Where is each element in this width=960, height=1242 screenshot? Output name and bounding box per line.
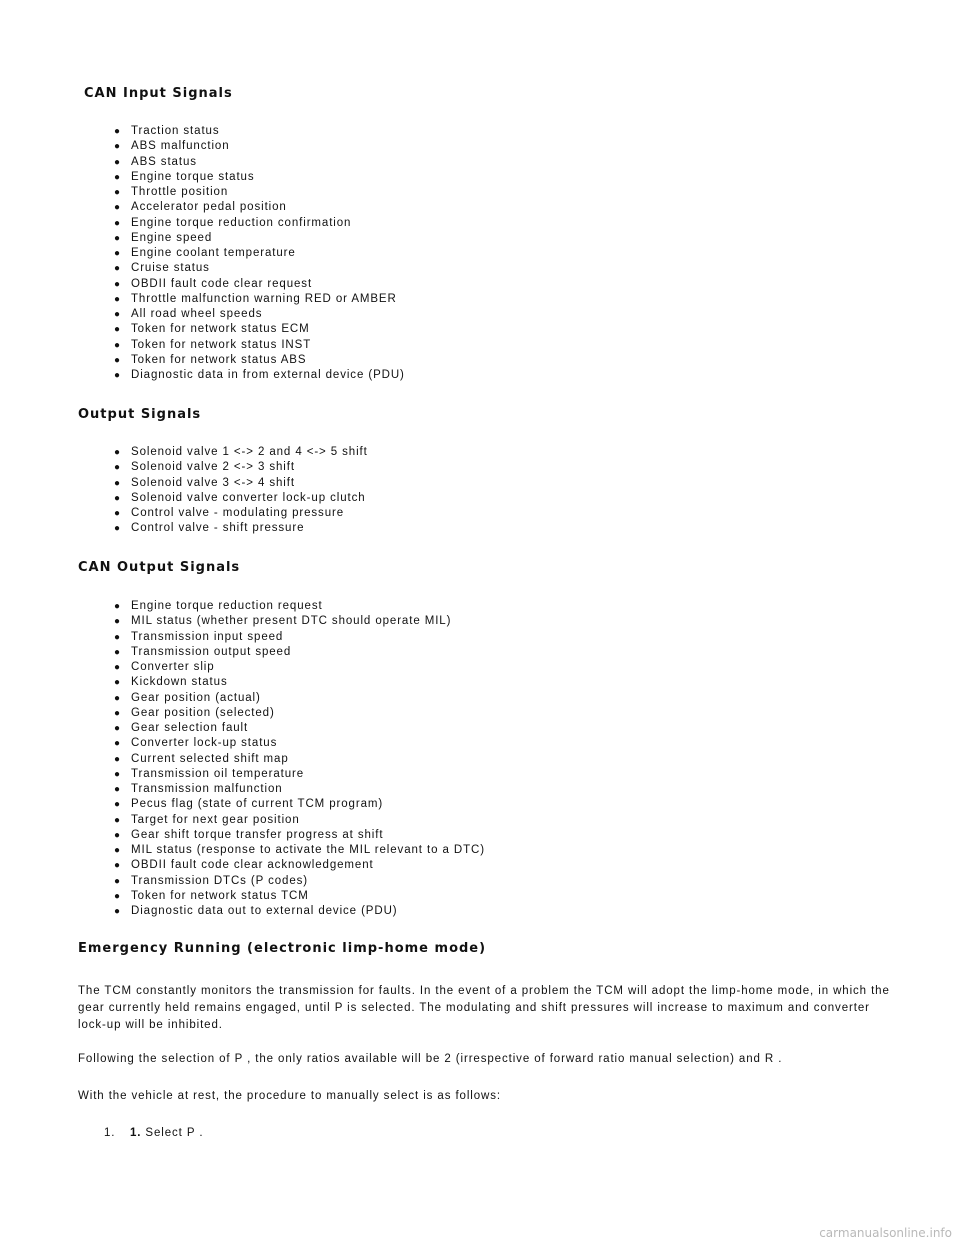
list-item-text: Token for network status ABS — [131, 353, 307, 366]
list-item-text: Transmission DTCs (P codes) — [131, 874, 309, 887]
list-item-text: Throttle position — [131, 186, 229, 198]
bullet-icon: ● — [114, 370, 121, 381]
bullet-icon: ● — [114, 339, 121, 351]
list-item — [102, 767, 485, 782]
list-item — [102, 614, 485, 629]
paragraph-ratios: Following the selection of P , the only ratios available will be 2 (irrespective of forward ratio manual selection) and R . — [78, 1053, 783, 1065]
list-item — [102, 797, 485, 812]
bullet-icon: ● — [114, 263, 121, 275]
list-item — [102, 706, 485, 721]
heading-can-input: CAN Input Signals — [84, 86, 233, 101]
list-item — [102, 858, 485, 873]
heading-can-output: CAN Output Signals — [78, 560, 241, 575]
bullet-icon: ● — [114, 662, 121, 673]
list-item — [102, 124, 405, 139]
list-item-text: Traction status — [131, 125, 220, 137]
list-item-text: Diagnostic data in from external device (PDU) — [131, 369, 405, 381]
list-item — [102, 445, 368, 460]
list-item — [102, 460, 368, 475]
list-item — [102, 521, 368, 536]
list-item-text: Control valve - modulating pressure — [131, 507, 345, 519]
list-item-text: Accelerator pedal position — [131, 201, 287, 214]
list-item-text: Converter lock-up status — [131, 737, 278, 750]
bullet-icon: ● — [114, 354, 121, 366]
list-item — [102, 889, 485, 904]
bullet-icon: ● — [114, 601, 121, 612]
bullet-icon: ● — [114, 508, 121, 519]
list-item-text: Gear shift torque transfer progress at shift — [131, 828, 384, 841]
bullet-icon: ● — [114, 845, 121, 856]
list-item — [102, 246, 405, 261]
list-item — [102, 261, 405, 276]
list-item-text: Solenoid valve 2 <-> 3 shift — [131, 461, 295, 474]
list-item-text: Engine torque reduction confirmation — [131, 216, 352, 229]
list-item — [102, 200, 405, 215]
list-item — [102, 185, 405, 200]
list-item-text: Token for network status TCM — [131, 889, 309, 902]
list-item — [102, 721, 485, 736]
list-item — [102, 904, 485, 919]
bullet-icon: ● — [114, 616, 121, 628]
list-item-text: Transmission input speed — [131, 630, 284, 643]
step-item — [104, 1127, 203, 1139]
list-item — [102, 353, 405, 368]
bullet-icon: ● — [114, 293, 121, 305]
list-item-text: MIL status (response to activate the MIL relevant to a DTC) — [131, 844, 485, 856]
list-item-text: Transmission output speed — [131, 645, 292, 658]
list-item — [102, 599, 485, 614]
output-list — [102, 445, 368, 537]
list-item-text: Transmission oil temperature — [131, 767, 305, 780]
list-item — [102, 322, 405, 337]
bullet-icon: ● — [114, 462, 121, 474]
bullet-icon: ● — [114, 232, 121, 244]
list-item-text: Engine speed — [131, 231, 213, 244]
bullet-icon: ● — [114, 829, 121, 841]
list-item — [102, 506, 368, 521]
list-item — [102, 645, 485, 660]
heading-emergency: Emergency Running (electronic limp-home mode) — [78, 941, 487, 956]
list-item-text: MIL status (whether present DTC should operate MIL) — [131, 615, 452, 628]
bullet-icon: ● — [114, 875, 121, 887]
list-item-text: OBDII fault code clear request — [131, 277, 313, 290]
list-item — [102, 813, 485, 828]
list-item — [102, 476, 368, 491]
list-item — [102, 307, 405, 322]
list-item-text: Current selected shift map — [131, 752, 289, 765]
bullet-icon: ● — [114, 523, 121, 535]
list-item — [102, 170, 405, 185]
list-item-text: Control valve - shift pressure — [131, 522, 305, 535]
bullet-icon: ● — [114, 187, 121, 198]
bullet-icon: ● — [114, 677, 121, 689]
bullet-icon: ● — [114, 738, 121, 750]
bullet-icon: ● — [114, 768, 121, 780]
bullet-icon: ● — [114, 646, 121, 658]
list-item-text: Engine torque status — [131, 170, 255, 183]
bullet-icon: ● — [114, 477, 121, 489]
watermark[interactable]: carmanualsonline.info — [819, 1226, 952, 1240]
list-item — [102, 368, 405, 383]
bullet-icon: ● — [114, 447, 121, 458]
list-item-text: Solenoid valve 3 <-> 4 shift — [131, 476, 295, 489]
bullet-icon: ● — [114, 156, 121, 168]
list-item — [102, 292, 405, 307]
list-item-text: Diagnostic data out to external device (PDU) — [131, 905, 398, 917]
bullet-icon: ● — [114, 631, 121, 643]
bullet-icon: ● — [114, 799, 121, 811]
list-item-text: Gear position (actual) — [131, 691, 261, 704]
paragraph-procedure: With the vehicle at rest, the procedure to manually select is as follows: — [78, 1090, 502, 1102]
list-item-text: Gear selection fault — [131, 722, 249, 734]
bullet-icon: ● — [114, 309, 121, 320]
bullet-icon: ● — [114, 723, 121, 734]
list-item — [102, 338, 405, 353]
bullet-icon: ● — [114, 324, 121, 336]
list-item — [102, 736, 485, 751]
step-bold-number: 1. — [130, 1127, 142, 1139]
bullet-icon: ● — [114, 753, 121, 765]
bullet-icon: ● — [114, 707, 121, 719]
list-item-text: Engine torque reduction request — [131, 600, 323, 612]
list-item-text: ABS status — [131, 155, 197, 168]
list-item-text: Converter slip — [131, 661, 215, 673]
bullet-icon: ● — [114, 890, 121, 902]
list-item — [102, 782, 485, 797]
list-item — [102, 675, 485, 690]
list-item — [102, 828, 485, 843]
bullet-icon: ● — [114, 278, 121, 290]
bullet-icon: ● — [114, 202, 121, 214]
bullet-icon: ● — [114, 692, 121, 704]
step-text: Select P . — [145, 1127, 204, 1139]
list-item — [102, 691, 485, 706]
bullet-icon: ● — [114, 217, 121, 229]
bullet-icon: ● — [114, 171, 121, 183]
list-item-text: Engine coolant temperature — [131, 247, 296, 259]
list-item — [102, 277, 405, 292]
bullet-icon: ● — [114, 784, 121, 795]
list-item — [102, 752, 485, 767]
list-item — [102, 874, 485, 889]
list-item-text: Solenoid valve 1 <-> 2 and 4 <-> 5 shift — [131, 446, 368, 458]
bullet-icon: ● — [114, 248, 121, 259]
list-item — [102, 139, 405, 154]
list-item-text: Token for network status INST — [131, 338, 312, 351]
list-item-text: Cruise status — [131, 262, 210, 275]
heading-output: Output Signals — [78, 407, 202, 422]
can-output-list — [102, 599, 485, 919]
list-item-text: ABS malfunction — [131, 140, 230, 153]
list-item-text: Target for next gear position — [131, 813, 300, 826]
list-item — [102, 630, 485, 645]
list-item — [102, 216, 405, 231]
list-item-text: Transmission malfunction — [131, 783, 283, 795]
bullet-icon: ● — [114, 126, 121, 137]
bullet-icon: ● — [114, 141, 121, 153]
list-item-text: All road wheel speeds — [131, 308, 263, 320]
list-item — [102, 843, 485, 858]
bullet-icon: ● — [114, 906, 121, 917]
list-item — [102, 491, 368, 506]
list-item — [102, 660, 485, 675]
list-item-text: Gear position (selected) — [131, 706, 275, 719]
bullet-icon: ● — [114, 492, 121, 504]
bullet-icon: ● — [114, 814, 121, 826]
can-input-list — [102, 124, 405, 383]
paragraph-limp-home: The TCM constantly monitors the transmission for faults. In the event of a problem the TCM will adopt the limp-home mode, in which the gear currently held remains engaged, until P is selected. The modulating and shift pressures will increase to maximum and converter lock-up will be inhibited. — [78, 985, 890, 1031]
list-item — [102, 231, 405, 246]
list-item-text: Kickdown status — [131, 676, 228, 689]
list-item-text: OBDII fault code clear acknowledgement — [131, 859, 374, 872]
list-item-text: Throttle malfunction warning RED or AMBER — [131, 292, 397, 305]
list-item-text: Solenoid valve converter lock-up clutch — [131, 491, 366, 504]
step-number: 1. — [104, 1127, 116, 1139]
bullet-icon: ● — [114, 860, 121, 872]
list-item — [102, 155, 405, 170]
list-item-text: Pecus flag (state of current TCM program) — [131, 798, 384, 811]
list-item-text: Token for network status ECM — [131, 323, 310, 336]
